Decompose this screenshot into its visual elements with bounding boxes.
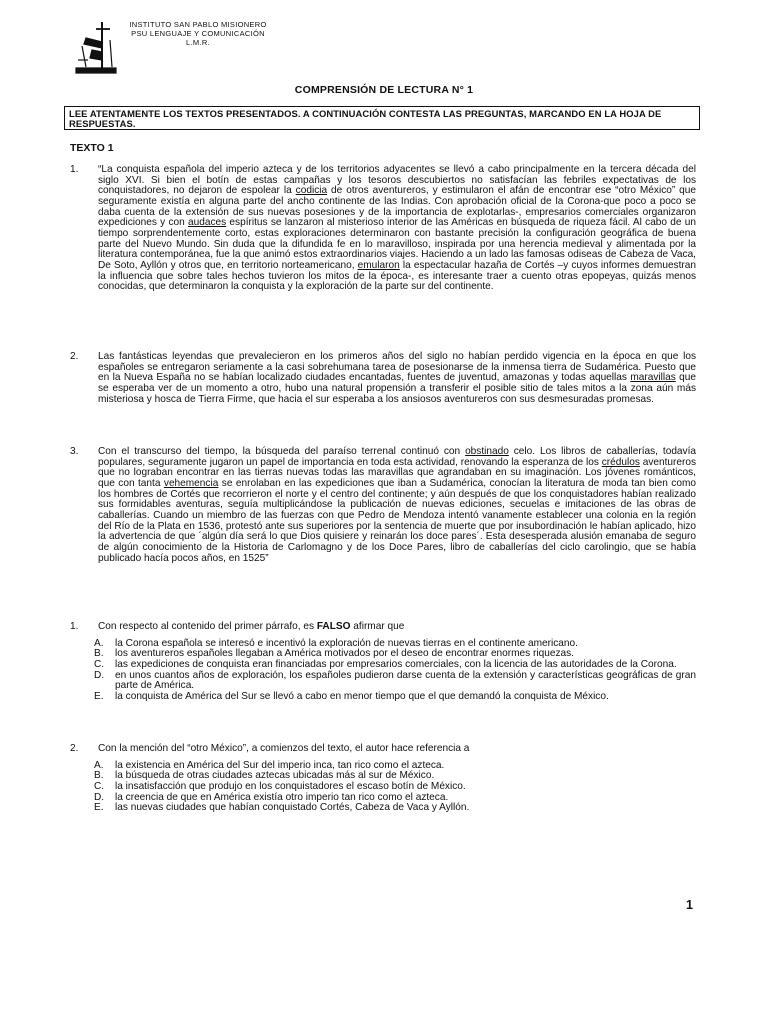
vocabulary-word: crédulos <box>601 456 640 468</box>
option-text: las expediciones de conquista eran financiadas por empresarios comerciales, con la licencia de las autoridades de la Corona. <box>115 658 677 670</box>
text-segment: celo. Los libros de caballerías, todavía populares, seguramente jugaron un papel de importancia en toda esta actividad, renovando la esperanza de los <box>98 446 697 468</box>
text-segment: “La conquista española del imperio azteca y de los territorios adyacentes se llevó a cabo principalmente en la tercera década del siglo XVI. Si bien el botín de estas campañas y los tesoros descubiertos no satisfacían las febriles expectativas de los conquistadores, no dejaron de espolear la <box>98 164 696 197</box>
institution-line: INSTITUTO SAN PABLO MISIONERO <box>129 20 267 29</box>
instructions-box: LEE ATENTAMENTE LOS TEXTOS PRESENTADOS. A CONTINUACIÓN CONTESTA LAS PREGUNTAS, MARCANDO EN LA HOJA DE RESPUESTAS. <box>64 106 700 130</box>
institution-line: PSU LENGUAJE Y COMUNICACIÓN <box>131 29 265 38</box>
text-segment: Con el transcurso del tiempo, la búsqueda del paraíso terrenal continuó con <box>98 446 466 457</box>
emphasis-text: FALSO <box>316 621 351 632</box>
option-letter: E. <box>94 690 104 702</box>
option-text: la existencia en América del Sur del imperio inca, tan rico como el azteca. <box>115 759 445 771</box>
question-number: 2. <box>70 743 79 754</box>
option-text: los aventureros españoles llegaban a América motivados por el deseo de encontrar enormes riquezas. <box>115 648 574 660</box>
page-number: 1 <box>686 898 693 912</box>
option-letter: B. <box>94 770 104 782</box>
vocabulary-word: codicia <box>295 185 328 197</box>
vocabulary-word: emularon <box>357 259 400 271</box>
option-letter: B. <box>94 648 104 660</box>
school-logo <box>72 20 118 76</box>
text-segment: se enrolaban en las expediciones que iban a Sudamérica, conocían la literatura de moda tan bien como los hombres de Cortés que recorrieron el norte y el centro del continente; y aún después de que los conquistadores habían realizado sus formidables aventuras, seguía multiplicándose la publicación de nuevas ediciones, secuelas e imitaciones de las obras de caballerías. Cuando un miembro de las fuerzas con que Pedro de Mendoza intentó vanamente establecer una colonia en la región del Río de la Plata en 1536, protestó ante sus superiores por la sentencia de muerte que por insubordinación le habían aplicado, hizo la advertencia de que ´algún día será lo que Dios quisiere y reinarán los doce pares´. Esta desesperada alusión emanaba de seguro de algún conocimiento de la Historia de Carlomagno y de los Doce Pares, libro de caballerías del ciclo carolingio, que se había publicado hacía pocos años, en 1525” <box>98 477 696 564</box>
institution-header <box>118 20 278 47</box>
option-letter: C. <box>94 780 105 792</box>
paragraph-number: 3. <box>70 446 79 457</box>
question-stem <box>98 744 696 755</box>
vocabulary-word: maravillas <box>630 372 676 384</box>
text-title: TEXTO 1 <box>70 142 114 154</box>
answer-option <box>94 671 696 692</box>
question <box>70 622 696 703</box>
text-segment: espíritus se lanzaron al misterioso interior de las Américas en búsqueda de riqueza fácil. Al cabo de un tiempo sorprendentemente corto, estas exploraciones determinaron con bastante precisión la configuración geográfica de buena parte del Nuevo Mundo. Sin duda que la difundida fe en lo maravilloso, inspirada por una herencia medieval y alimentada por la literatura contemporánea, fue la que animó estos extraordinarios viajes. Haciendo a un lado las famosas odiseas de Cabeza de Vaca, De Soto, Ayllón y otros que, en territorio norteamericano, <box>98 217 696 271</box>
text-segment: de otros aventureros, y estimularon el afán de encontrar ese “otro México” que seguramente existía en alguna parte del ancho continente de las Indias. Con aprobación oficial de la Corona-que poco a poco se daba cuenta de la extensión de sus nuevas posesiones y de la importancia de explotarlas-, empresarios comerciales organizaron expediciones y con <box>98 185 697 229</box>
question-number: 1. <box>70 621 79 632</box>
option-text: la conquista de América del Sur se llevó a cabo en menor tiempo que el que demandó la conquista de México. <box>115 690 609 702</box>
paragraph-text <box>98 352 696 405</box>
option-text: la insatisfacción que produjo en los conquistadores el escaso botín de México. <box>115 780 466 792</box>
text-segment: afirmar que <box>350 621 405 632</box>
reading-paragraph <box>70 447 696 564</box>
text-segment: que se esperaba ver de un momento a otro, hubo una natural propensión a transferir el posible sitio de tales mitos a la zona aún más misteriosa y hosca de Tierra Firme, que hacia el sur esperaba a los ansiosos aventureros con sus desmesuradas promesas. <box>98 372 696 405</box>
vocabulary-word: obstinado <box>465 446 509 457</box>
option-text: la creencia de que en América existía otro imperio tan rico como el azteca. <box>115 791 449 803</box>
reading-paragraph <box>70 352 696 405</box>
reading-paragraph <box>70 165 696 293</box>
paragraph-number: 2. <box>70 351 79 362</box>
option-letter: E. <box>94 802 104 814</box>
institution-line: L.M.R. <box>186 38 210 47</box>
option-letter: D. <box>94 791 105 803</box>
option-text: en unos cuantos años de exploración, los españoles pudieron darse cuenta de la extensión y características geográficas de gran parte de América. <box>115 669 696 692</box>
text-segment: la espectacular hazaña de Cortés –y cuyos informes demuestran la influencia que sobre tales hechos tuvieron los mitos de la época-, es interesante traer a cuento otras epopeyas, quizás menos conocidas, que determinaron la conquista y la exploración de la parte sur del continente. <box>98 259 696 293</box>
text-segment: Las fantásticas leyendas que prevalecieron en los primeros años del siglo no habían perdido vigencia en la época en que los españoles se entregaron seriamente a la casi sobrehumana tarea de posesionarse de la inmensa tierra de Sudamérica. Puesto que en la Nueva España no se habían localizado ciudades encantadas, fuentes de juventud, amazonas y todas aquellas <box>98 351 696 384</box>
paragraph-number: 1. <box>70 164 79 175</box>
text-segment: Con respecto al contenido del primer párrafo, es <box>98 621 317 632</box>
answer-option <box>94 803 696 814</box>
option-letter: D. <box>94 669 105 681</box>
option-text: las nuevas ciudades que habían conquistado Cortés, Cabeza de Vaca y Ayllón. <box>115 802 470 814</box>
option-text: la búsqueda de otras ciudades aztecas ubicadas más al sur de México. <box>115 770 435 782</box>
option-letter: A. <box>94 637 104 649</box>
paragraph-text <box>98 165 696 293</box>
text-segment: Con la mención del “otro México”, a comienzos del texto, el autor hace referencia a <box>98 743 470 754</box>
option-letter: A. <box>94 759 104 771</box>
text-segment: aventureros que no lograban encontrar en las tierras nuevas todas las maravillas que agrandaban en su imaginación. Los jóvenes románticos, que con tanta <box>98 456 697 489</box>
document-title: COMPRENSIÓN DE LECTURA N° 1 <box>294 84 474 96</box>
answer-options <box>94 639 696 703</box>
answer-option <box>94 692 696 703</box>
option-text: la Corona española se interesó e incentivó la exploración de nuevas tierras en el continente americano. <box>115 637 578 649</box>
question <box>70 744 696 814</box>
question-stem <box>98 622 696 633</box>
vocabulary-word: vehemencia <box>163 477 219 489</box>
answer-options <box>94 761 696 814</box>
option-letter: C. <box>94 658 105 670</box>
paragraph-text <box>98 447 696 564</box>
vocabulary-word: audaces <box>188 217 227 229</box>
